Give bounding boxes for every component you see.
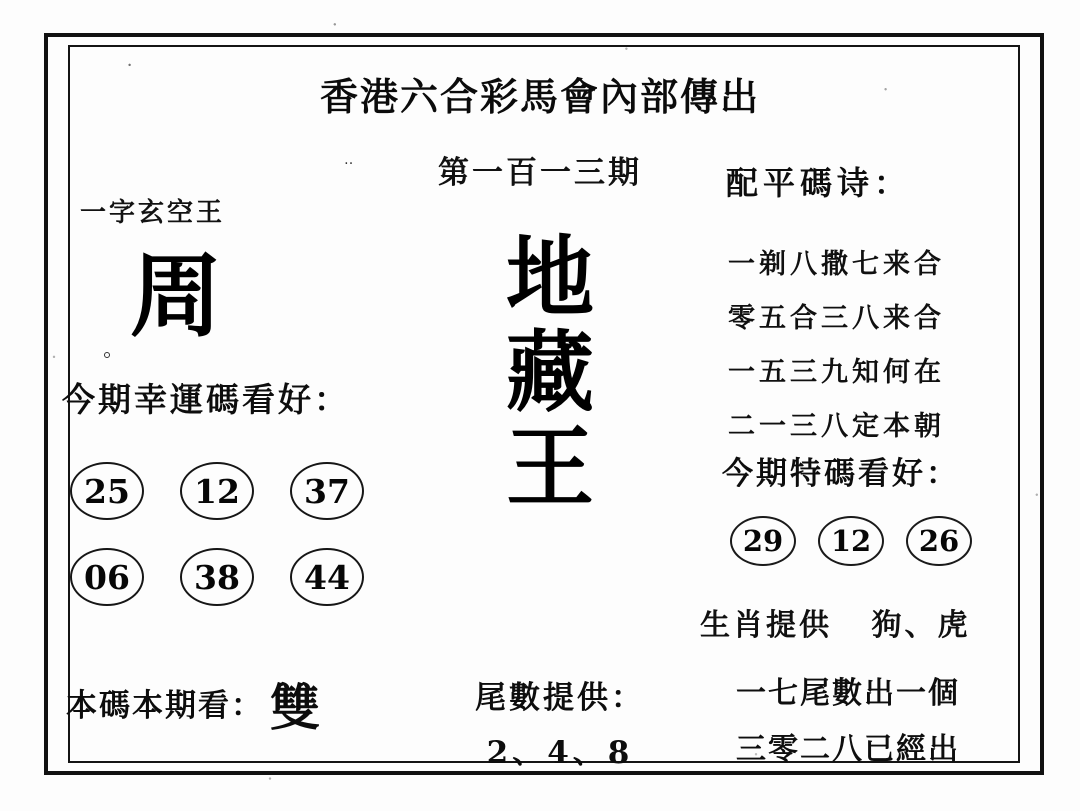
lucky-numbers-grid — [70, 462, 410, 634]
lucky-numbers-row — [70, 462, 410, 520]
featured-character: 周 — [130, 242, 223, 350]
lucky-numbers-label: 今期幸運碼看好： — [62, 380, 350, 419]
center-vertical-title — [470, 225, 630, 520]
ink-speck — [104, 352, 110, 358]
page-title: 香港六合彩馬會內部傳出 — [319, 74, 760, 119]
lucky-number-ball: 12 — [180, 462, 254, 520]
special-number-ball: 29 — [730, 516, 796, 566]
center-title-char: 地 — [505, 225, 594, 329]
note-line: 一七尾數出一個 — [736, 676, 960, 711]
lucky-number-ball: 38 — [180, 548, 254, 606]
lucky-number-ball: 25 — [70, 462, 144, 520]
right-notes — [736, 668, 960, 780]
main-code-label: 本碼本期看： — [66, 688, 264, 724]
note-line: 三零二八已經出 — [736, 732, 960, 767]
special-number-ball: 26 — [906, 516, 972, 566]
tail-numbers-label: 尾數提供： — [475, 680, 645, 716]
special-number-ball: 12 — [818, 516, 884, 566]
lucky-number-ball: 44 — [290, 548, 364, 606]
zodiac-values: 狗、虎 — [871, 608, 971, 643]
poem-line: 二一三八定本朝 — [728, 411, 945, 442]
lucky-numbers-row — [70, 548, 410, 606]
main-code-value: 雙 — [270, 677, 320, 737]
issue-number: 第一百一三期 — [438, 155, 642, 191]
tail-numbers-values: 2、4、8 — [486, 735, 634, 771]
poem-lines — [728, 242, 945, 458]
tail-numbers-block — [430, 672, 690, 772]
lucky-number-ball: 06 — [70, 548, 144, 606]
center-title-char: 王 — [505, 415, 594, 520]
special-numbers-row — [730, 516, 972, 566]
lucky-number-ball: 37 — [290, 462, 364, 520]
poem-line: 零五合三八来合 — [728, 303, 945, 334]
poem-line: 一五三九知何在 — [728, 357, 945, 388]
left-subtitle: 一字玄空王 — [80, 198, 226, 228]
poem-line: 一剃八撒七来合 — [728, 249, 945, 280]
center-title-char: 藏 — [505, 320, 594, 425]
main-code-forecast — [66, 677, 320, 737]
decorative-dots: ‥ — [344, 152, 358, 168]
zodiac-hint — [700, 600, 970, 644]
zodiac-label: 生肖提供 — [700, 608, 832, 643]
poem-title: 配平碼诗： — [726, 164, 912, 202]
special-numbers-label: 今期特碼看好： — [722, 456, 960, 492]
